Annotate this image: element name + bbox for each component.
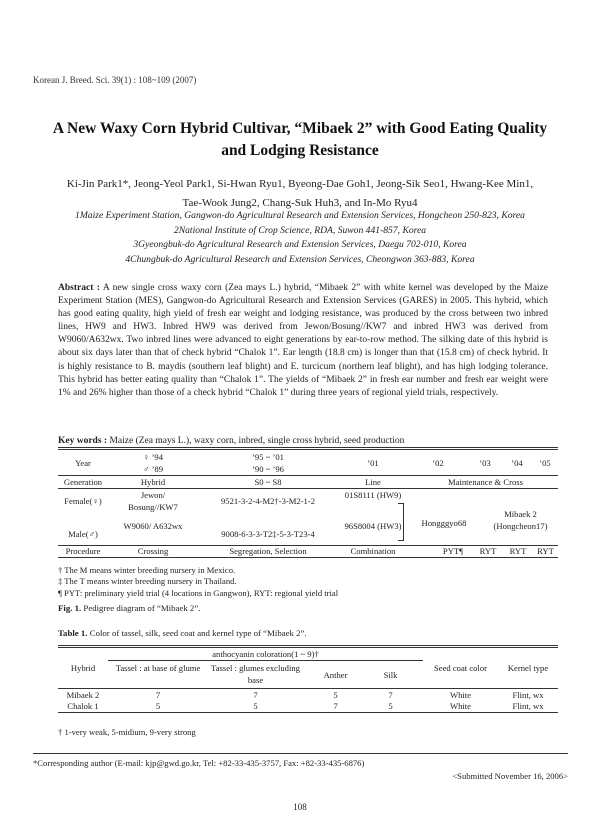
male-code: 9008-6-3-3-T2‡-5-3-T23-4 [221,529,315,539]
footer-divider [33,753,568,754]
generation-s: S0 ~ S8 [254,477,282,487]
female-parent: Jewon/ Bosung//KW7 [128,490,178,512]
male-parent: W9060/ A632wx [123,521,183,531]
figure-label: Fig. 1. [58,603,82,613]
procedure-crossing: Crossing [137,546,169,556]
cell-anther: 7 [333,701,338,711]
cell-tassel-base: 7 [155,690,161,700]
affiliation-3: 3Gyeongbuk-do Agricultural Research and Extension Services, Daegu 702-010, Korea [133,239,467,250]
year-female: ♀ ’94 [142,452,164,462]
cell-kernel: Flint, wx [512,690,544,700]
year-04: ’04 [511,458,523,468]
header-tassel-base: Tassel : at base of glume [115,663,201,673]
result-name: Mibaek 2 [504,509,537,519]
keywords [58,436,548,446]
header-seed-coat: Seed coat color [434,663,487,673]
cell-seed-coat: White [450,701,471,711]
procedure-pyt: PYT¶ [442,546,464,556]
figure-caption-text: Pedigree diagram of “Mibaek 2”. [83,603,201,613]
procedure-combination: Combination [350,546,396,556]
keywords-text: Maize (Zea mays L.), waxy corn, inbred, single cross hybrid, seed production [109,436,405,446]
cell-tassel-glumes: 5 [253,701,258,711]
procedure-ryt-1: RYT [479,546,497,556]
header-hybrid: Hybrid [70,663,96,673]
cell-hybrid: Mibaek 2 [66,690,100,700]
authors-line-1: Ki-Jin Park1*, Jeong-Yeol Park1, Si-Hwan Ryu1, Byeong-Dae Goh1, Jeong-Sik Seo1, Hwang-Kee Min1, [66,178,534,190]
result-alt: (Hongcheon17) [493,521,548,531]
year-span-bottom: ’90 ~ ’96 [252,464,284,474]
table-caption-text: Color of tassel, silk, seed coat and kernel type of “Mibaek 2”. [89,628,307,638]
journal-citation: Korean J. Breed. Sci. 39(1) : 108~109 (2007) [33,75,197,85]
title-line-1: A New Waxy Corn Hybrid Cultivar, “Mibaek 2” with Good Eating Quality [52,120,548,137]
keywords-label: Key words : [58,436,108,446]
label-year: Year [75,458,91,468]
table-row [58,690,558,701]
cell-tassel-glumes: 7 [253,690,258,700]
header-anther: Anther [323,670,348,680]
cell-silk: 5 [388,701,393,711]
footnote-m: † The M means winter breeding nursery in Mexico. [58,565,236,575]
male-line: 96S8004 (HW3) [344,521,402,531]
label-generation: Generation [63,477,103,487]
cell-kernel: Flint, wx [512,701,544,711]
male-label: Male(♂) [68,529,98,539]
cell-silk: 7 [388,690,393,700]
table-caption [58,628,558,638]
year-05: ’05 [539,458,551,468]
footnote-t: ‡ The T means winter breeding nursery in Thailand. [58,576,237,587]
table-row [58,701,558,712]
generation-maintenance: Maintenance & Cross [448,477,523,487]
generation-hybrid: Hybrid [140,477,166,487]
generation-line: Line [365,477,381,487]
table-1 [58,645,558,720]
figure-caption [58,603,558,613]
submitted-date: <Submitted November 16, 2006> [452,771,568,781]
year-male: ♂ ’89 [142,464,164,474]
procedure-ryt-3: RYT [537,546,554,556]
header-tassel-glumes: Tassel : glumes excluding base [211,663,300,685]
year-02: ’02 [432,458,444,468]
year-female-male [108,451,198,475]
affiliation-1: 1Maize Experiment Station, Gangwon-do Agricultural Research and Extension Services, Hongcheon 250-823, Korea [75,210,525,221]
header-silk: Silk [383,670,398,680]
year-01: ’01 [367,458,379,468]
author-list [40,175,560,213]
procedure-ryt-2: RYT [509,546,527,556]
cell-anther: 5 [333,690,338,700]
year-span-top: ’95 ~ ’01 [252,452,284,462]
female-line: 01S8111 (HW9) [344,490,402,500]
affiliation-2: 2National Institute of Crop Science, RDA, Suwon 441-857, Korea [173,224,427,236]
title-line-2: and Lodging Resistance [221,142,379,159]
authors-line-2: Tae-Wook Jung2, Chang-Suk Huh3, and In-Mo Ryu4 [182,197,418,209]
paper-title [40,118,560,162]
table-label: Table 1. [58,628,88,638]
pedigree-diagram [58,447,558,557]
header-kernel-type: Kernel type [507,663,549,673]
cell-tassel-base: 5 [155,701,161,711]
affiliations [40,209,560,267]
abstract-label: Abstract : [58,283,100,293]
abstract [58,282,548,400]
cell-hybrid: Chalok 1 [67,701,99,711]
footnote-pyt: ¶ PYT: preliminary yield trial (4 locations in Gangwon), RYT: regional yield trial [58,587,339,598]
table-footnote: † 1-very weak, 5-midium, 9-very strong [58,727,196,737]
pedigree-footnotes [58,565,558,599]
cross-name: Hongggyo68 [421,518,467,528]
header-anthocyanin: anthocyanin coloration(1 ~ 9)† [212,649,319,659]
affiliation-4: 4Chungbuk-do Agricultural Research and Extension Services, Cheongwon 363-883, Korea [125,253,475,265]
procedure-segregation: Segregation, Selection [229,546,307,556]
abstract-text: A new single cross waxy corn (Zea mays L.) hybrid, “Mibaek 2” with white kernel was developed by the Maize Experiment Station (MES), Gangwon-do Agricultural Research and Extension Services (GARES) in 2005. This hybrid, which has good eating quality, high yield of fresh ear weight and lodging resistance, was produced by the cross between two inbred lines, HW9 and HW3. Inbred HW9 was derived from Jewon/Bosung//KW7 and inbred HW3 was derived from W9060/A632wx. Two inbred lines were advanced to eight generations by ear-to-row method. The silking date of this hybrid is about six days later than that of check hybrid “Chalok 1”. Ear length (18.8 cm) is longer than that (15.8 cm) of check hybrid. It is highly resistance to B. maydis (southern leaf blight) and E. turcicum (northern leaf blight), and has high lodging tolerance. This hybrid has better eating quality than “Chalok 1”. The yields of “Mibaek 2” in fresh ear number and fresh ear weight were 1% and 26% higher than those of a check hybrid “Chalok 1” during three years of regional yield trials, respectively. [58,283,549,398]
year-span [198,451,338,475]
female-code: 9521-3-2-4-M2†-3-M2-1-2 [220,496,316,506]
result-cultivar [483,508,558,532]
female-label: Female(♀) [64,496,102,506]
page-number: 108 [293,802,307,812]
corresponding-author: *Corresponding author (E-mail: kjp@gwd.go.kr, Tel: +82-33-435-3757, Fax: +82-33-435-6876) [33,758,365,768]
cell-seed-coat: White [450,690,471,700]
year-03: ’03 [479,458,491,468]
label-procedure: Procedure [65,546,101,556]
